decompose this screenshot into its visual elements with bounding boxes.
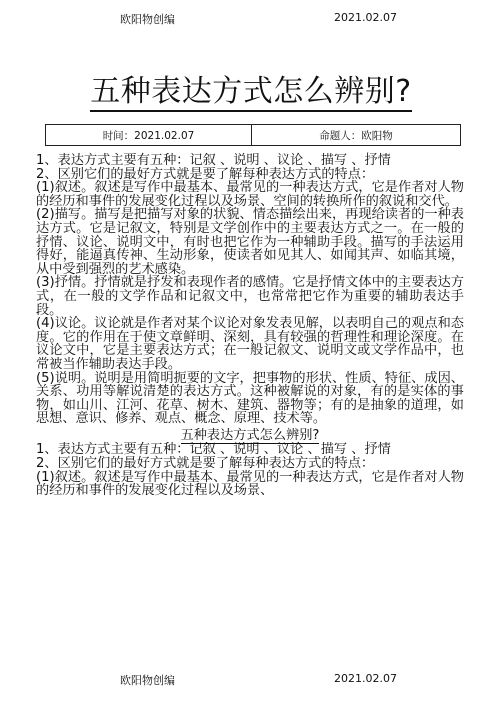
meta-author: 命题人：欧阳物 bbox=[319, 129, 393, 142]
header-author: 欧阳物创编 bbox=[120, 13, 175, 26]
document-title bbox=[0, 72, 502, 112]
paragraph-exposition: (5)说明。说明是用简明扼要的文字，把事物的形状、性质、特征、成因、关系、功用等解说清楚的表达方式。这种被解说的对象，有的是实体的事物，如山川、江河、花草、树木、建筑、器物等；有的是抽象的道理，如思想、意识、修养、观点、概念、原理、技术等。 bbox=[36, 370, 464, 427]
paragraph-2: 2、区别它们的最好方式就是要了解每种表达方式的特点： bbox=[36, 166, 375, 182]
repeated-title bbox=[36, 429, 464, 443]
footer-author: 欧阳物创编 bbox=[120, 674, 175, 687]
paragraph-argument: (4)议论。议论就是作者对某个议论对象发表见解，以表明自己的观点和态度。它的作用在于使文章鲜明、深刻，具有较强的哲理性和理论深度。在议论文中，它是主要表达方式；在一般记叙文、说明文或文学作品中，也常被当作辅助表达手段。 bbox=[36, 316, 464, 372]
repeat-paragraph-3: (1)叙述。叙述是写作中最基本、最常见的一种表达方式，它是作者对人物的经历和事件的发展变化过程以及场景、 bbox=[36, 469, 464, 499]
paragraph-description: (2)描写。描写是把描写对象的状貌、情态描绘出来，再现给读者的一种表达方式。它是记叙文，特别是文学创作中的主要表达方式之一。在一般的抒情、议论、说明文中，有时也把它作为一种辅助手段。描写的手法运用得好，能逼真传神、生动形象，使读者如见其人、如闻其声、如临其境，从中受到强烈的艺术感染。 bbox=[36, 207, 464, 277]
paragraph-1: 1、表达方式主要有五种：记叙 、说明 、议论 、描写 、抒情 bbox=[36, 153, 391, 168]
paragraph-lyric: (3)抒情。抒情就是抒发和表现作者的感情。它是抒情文体中的主要表达方式，在一般的文学作品和记叙文中，也常常把它作为重要的辅助表达手段。 bbox=[36, 275, 464, 318]
footer-date: 2021.02.07 bbox=[334, 672, 397, 685]
meta-time: 时间：2021.02.07 bbox=[46, 125, 252, 145]
paragraph-narration: (1)叙述。叙述是写作中最基本、最常见的一种表达方式，它是作者对人物的经历和事件的发展变化过程以及场景、空间的转换所作的叙说和交代。 bbox=[36, 180, 464, 209]
repeated-title-text: 五种表达方式怎么辨别? bbox=[180, 427, 320, 443]
document-body bbox=[36, 154, 464, 498]
header-date: 2021.02.07 bbox=[334, 11, 397, 24]
meta-table bbox=[45, 124, 461, 146]
document-title-text: 五种表达方式怎么辨别? bbox=[90, 74, 411, 112]
repeat-paragraph-2: 2、区别它们的最好方式就是要了解每种表达方式的特点： bbox=[36, 456, 375, 472]
repeat-paragraph-1: 1、表达方式主要有五种：记叙 、说明 、议论 、描写 、抒情 bbox=[36, 442, 391, 458]
